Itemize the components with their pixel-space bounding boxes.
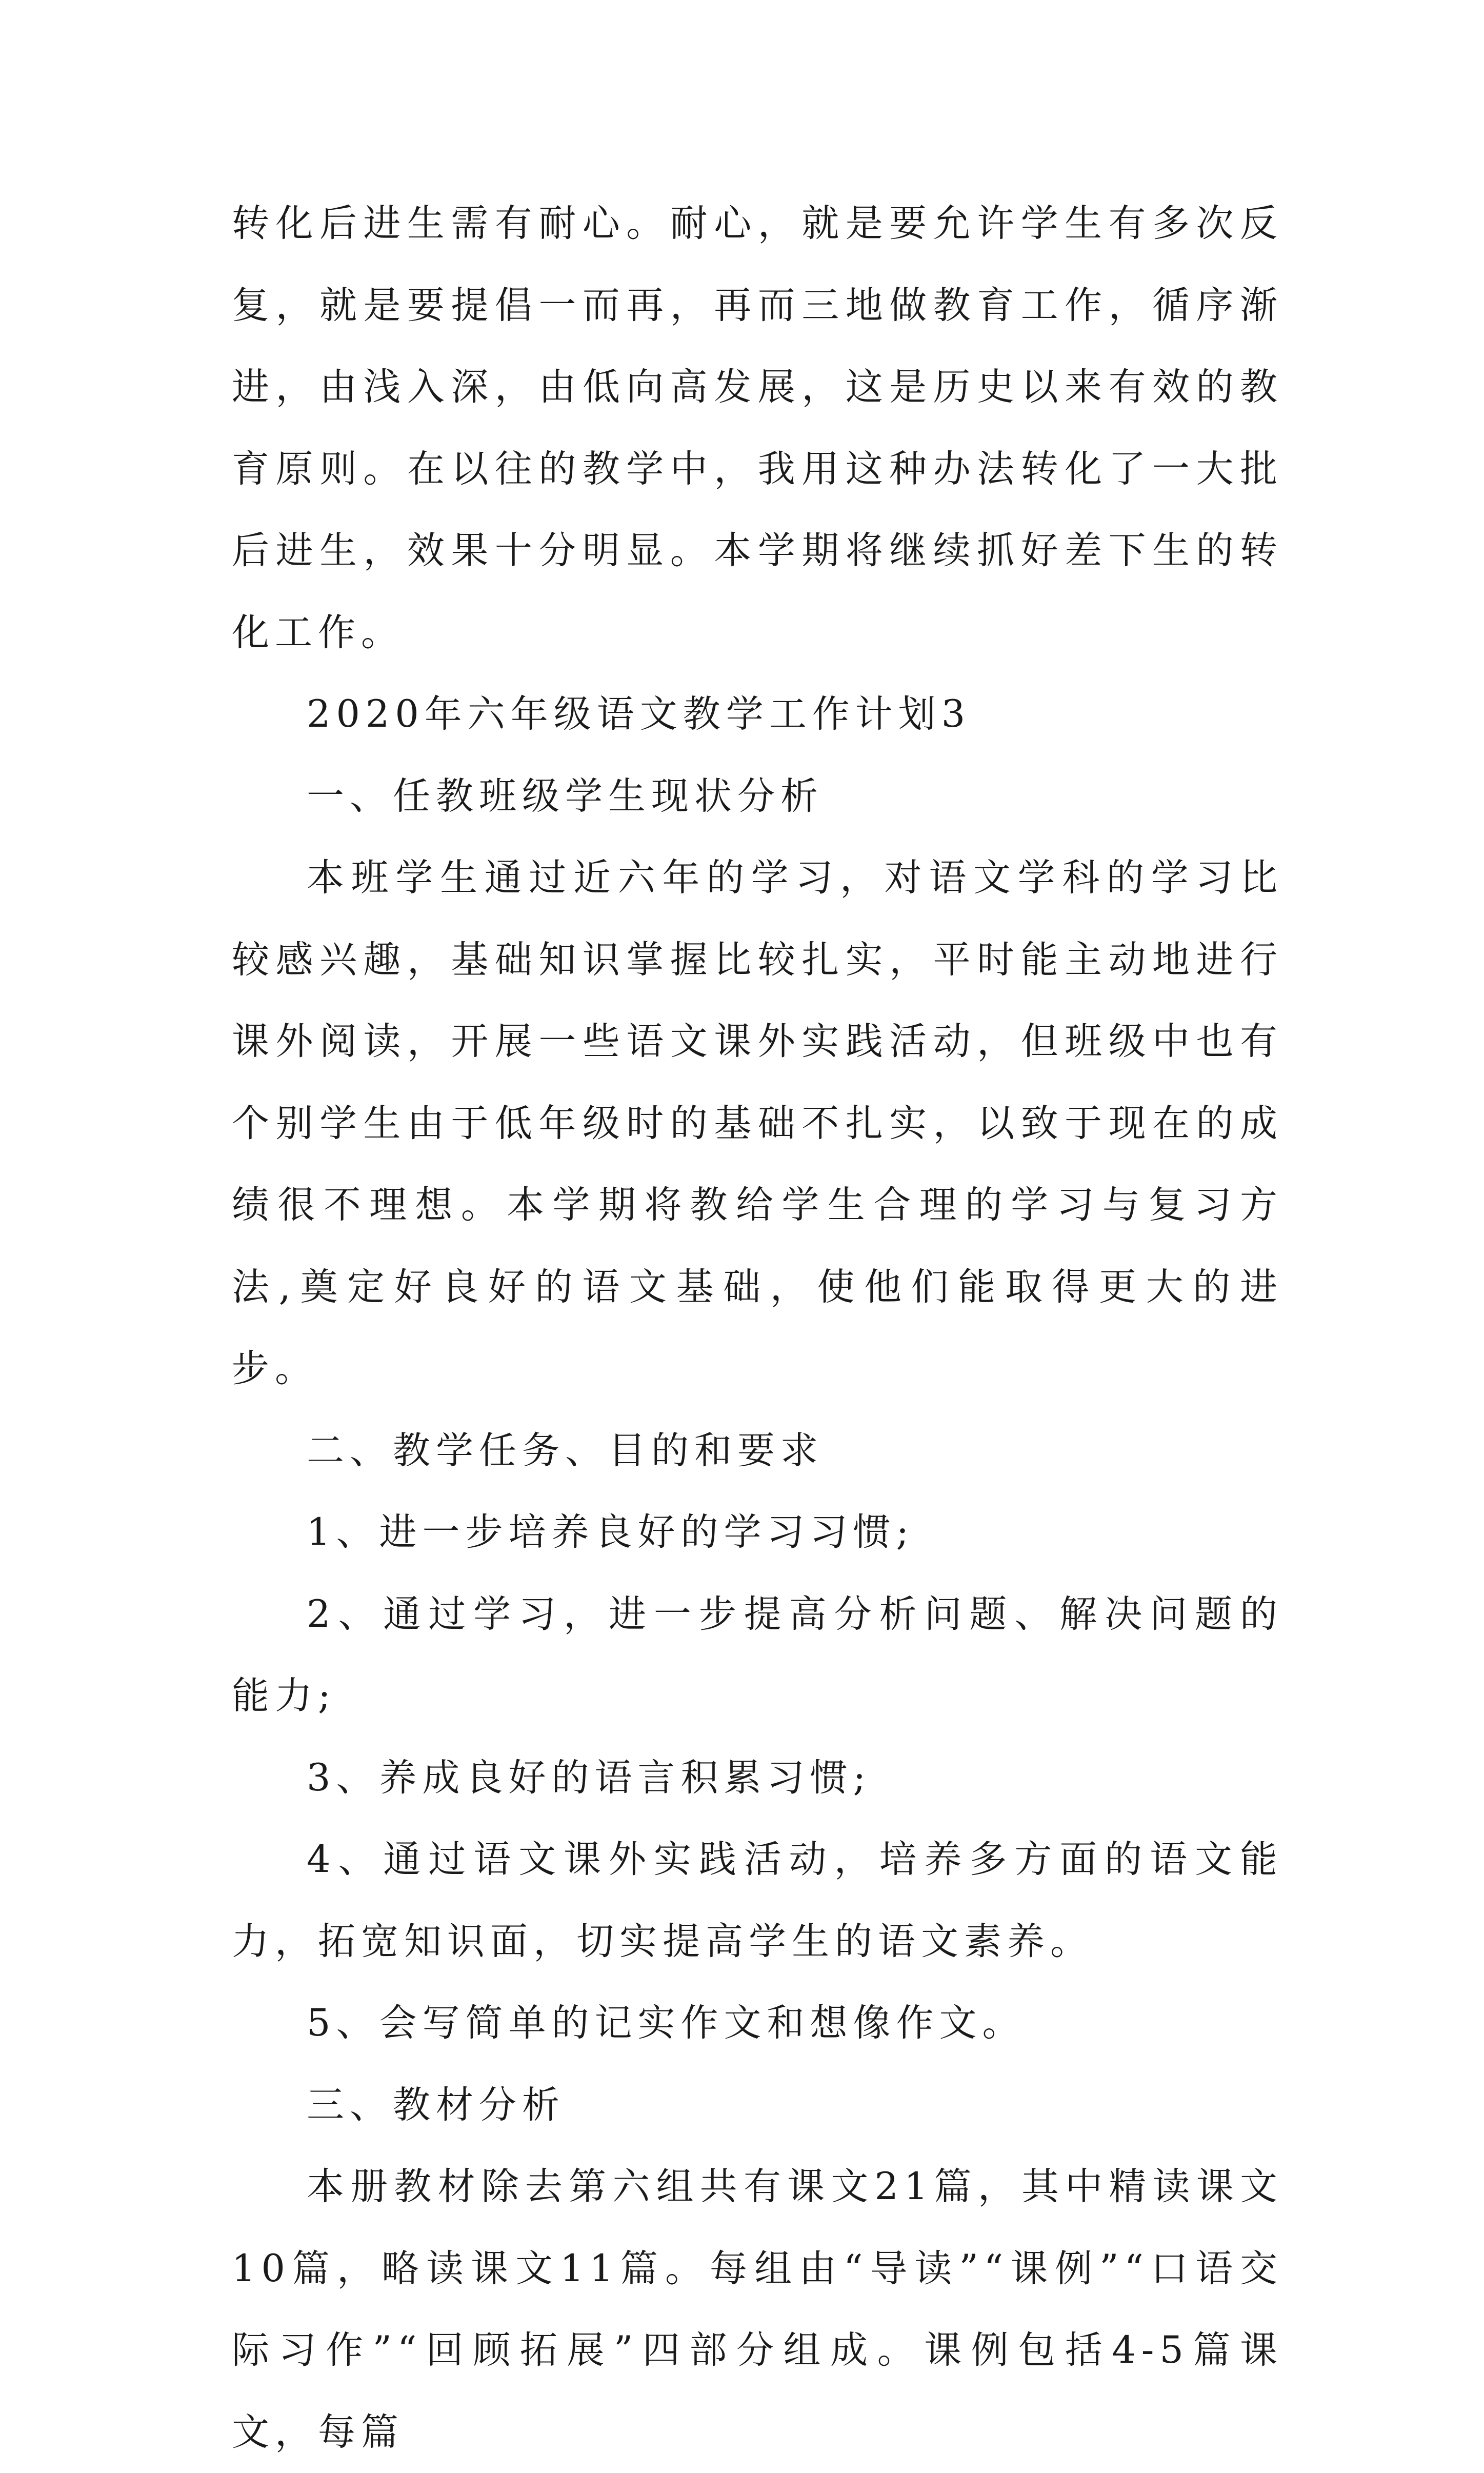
paragraph-textbook-analysis: 本册教材除去第六组共有课文21篇，其中精读课文10篇，略读课文11篇。每组由“导读”“课例”“口语交际习作”“回顾拓展”四部分组成。课例包括4-5篇课文，每篇 [232,2165,1283,2454]
list-item-3: 3、养成良好的语言积累习惯; [307,1756,872,1800]
list-item-4: 4、通过语文课外实践活动，培养多方面的语文能力，拓宽知识面，切实提高学生的语文素养。 [232,1838,1283,1963]
paragraph-continuation: 转化后进生需有耐心。耐心，就是要允许学生有多次反复，就是要提倡一而再，再而三地做教育工作，循序渐进，由浅入深，由低向高发展，这是历史以来有效的教育原则。在以往的教学中，我用这种办法转化了一大批后进生，效果十分明显。本学期将继续抓好差下生的转化工作。 [232,202,1283,654]
list-item-1: 1、进一步培养良好的学习习惯; [307,1510,915,1554]
paragraph-student-analysis: 本班学生通过近六年的学习，对语文学科的学习比较感兴趣，基础知识掌握比较扎实，平时能主动地进行课外阅读，开展一些语文课外实践活动，但班级中也有个别学生由于低年级时的基础不扎实，以致于现在的成绩很不理想。本学期将教给学生合理的学习与复习方法,奠定好良好的语文基础，使他们能取得更大的进步。 [232,856,1283,1390]
list-item-2: 2、通过学习，进一步提高分析问题、解决问题的能力; [232,1592,1283,1718]
document-title: 2020年六年级语文教学工作计划3 [307,692,971,736]
document-body [232,183,1283,2473]
section-heading-3: 三、教材分析 [307,2083,565,2127]
list-item-5: 5、会写简单的记实作文和想像作文。 [307,2001,1026,2045]
section-heading-2: 二、教学任务、目的和要求 [307,1428,824,1472]
section-heading-1: 一、任教班级学生现状分析 [307,774,824,818]
